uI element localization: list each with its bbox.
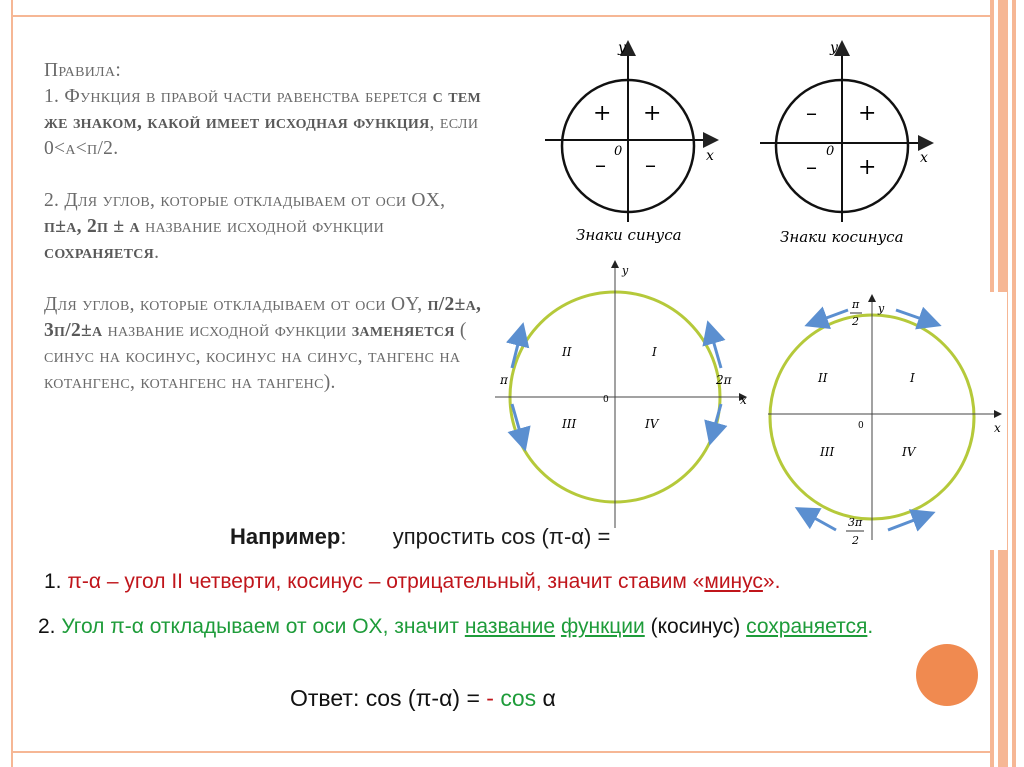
circle1-arrows <box>512 326 721 446</box>
answer-prefix: Ответ: cos (π-α) = <box>290 685 487 711</box>
unit-circle-ox <box>495 262 747 528</box>
rule-2-text: 2. Для углов, которые откладываем от оси OX, <box>44 190 446 211</box>
example-task: упростить cos (π-α) = <box>392 524 611 549</box>
step-2-saved: сохраняется <box>746 615 868 638</box>
rule-3-end: ( синус на косинус, косинус на синус, тангенс на котангенс, котангенс на тангенс). <box>44 320 467 393</box>
answer-alpha: α <box>536 685 556 711</box>
cosine-signs-diagram <box>760 40 930 246</box>
circle2-origin: 0 <box>858 421 864 431</box>
answer-minus: - <box>486 685 494 711</box>
rule-3-text-2: название исходной функции <box>102 320 352 341</box>
rules-title: Правила: <box>44 60 122 81</box>
cosine-q2-sign: – <box>806 101 817 126</box>
cosine-x-label: x <box>920 150 928 166</box>
sine-q3-sign: – <box>595 153 606 178</box>
cosine-q1-sign: + <box>858 101 877 126</box>
rule-2-angles: π±α, 2π ± α <box>44 216 140 237</box>
unit-circle-oy <box>768 296 1001 547</box>
step-2-paren: (косинус) <box>644 615 747 638</box>
sine-caption: Знаки синуса <box>576 226 682 244</box>
step-1-text: π-α – угол II четверти, косинус – отрицательный, значит ставим « <box>67 570 705 593</box>
circle1-y-label: y <box>622 264 629 277</box>
step-1 <box>44 570 984 594</box>
sine-q1-sign: + <box>643 101 662 126</box>
step-2-name-word: название <box>464 615 556 638</box>
circle2-q2: II <box>818 371 828 385</box>
step-1-minus: минус <box>704 570 763 593</box>
circle1-x-label: x <box>740 393 747 407</box>
circle1-pi-label: π <box>500 373 508 387</box>
step-2-dot: . <box>867 615 874 638</box>
rule-1-condition: , если 0<α<π/2. <box>44 112 479 159</box>
answer-cos: cos <box>493 685 537 711</box>
rule-3-angles: π/2±α, 3π/2±α <box>44 294 482 341</box>
step-1-number: 1. <box>44 570 68 593</box>
cosine-y-label: y <box>830 40 838 56</box>
answer-line <box>290 685 556 712</box>
circle1-q4: IV <box>645 417 659 431</box>
rule-2-end: . <box>154 242 160 263</box>
example-colon: : <box>340 524 347 549</box>
step-1-end: ». <box>762 570 781 593</box>
cosine-q3-sign: – <box>806 155 817 180</box>
sine-q2-sign: + <box>593 101 612 126</box>
circle2-q3: III <box>820 445 835 459</box>
cosine-origin: 0 <box>826 144 835 159</box>
rule-3-text: Для углов, которые откладываем от оси OY, <box>44 294 428 315</box>
step-2-text: Угол π-α откладываем от оси OX, значит <box>61 615 465 638</box>
circle2-arrows <box>800 310 936 530</box>
step-2-number: 2. <box>38 615 62 638</box>
sine-y-label: y <box>618 40 626 56</box>
sine-origin: 0 <box>614 144 623 159</box>
circle1-q1: I <box>652 345 657 359</box>
sine-signs-diagram <box>545 40 715 244</box>
circle1-origin: 0 <box>603 395 609 405</box>
circle2-3pi2-num: 3π <box>848 516 863 529</box>
circle2-y-label: y <box>878 302 885 315</box>
circle2-q1: I <box>910 371 915 385</box>
circle2-pi2-num: π <box>852 298 860 311</box>
cosine-caption: Знаки косинуса <box>780 228 904 246</box>
circle2-3pi2-den: 2 <box>852 534 859 547</box>
sine-q4-sign: – <box>645 153 656 178</box>
rule-2-bold: сохраняется <box>44 242 155 263</box>
example-line <box>230 524 610 550</box>
cosine-q4-sign: + <box>858 155 877 180</box>
rule-2-text-2: название исходной функции <box>139 216 385 237</box>
step-2 <box>38 612 918 642</box>
circle1-2pi-label: 2π <box>716 373 732 387</box>
rule-1-bold: с тем же знаком, какой имеет исходная функция <box>44 86 481 133</box>
rule-1-text: 1. Функция в правой части равенства берется <box>44 86 433 107</box>
circle2-pi2-den: 2 <box>852 315 859 328</box>
step-2-func-word: функции <box>560 615 645 638</box>
circle1-q2: II <box>562 345 572 359</box>
circle2-q4: IV <box>902 445 916 459</box>
example-label: Например <box>230 524 341 549</box>
sine-x-label: x <box>706 148 714 164</box>
rule-3-bold: заменяется <box>351 320 455 341</box>
circle1-q3: III <box>562 417 577 431</box>
circle2-x-label: x <box>994 421 1001 435</box>
